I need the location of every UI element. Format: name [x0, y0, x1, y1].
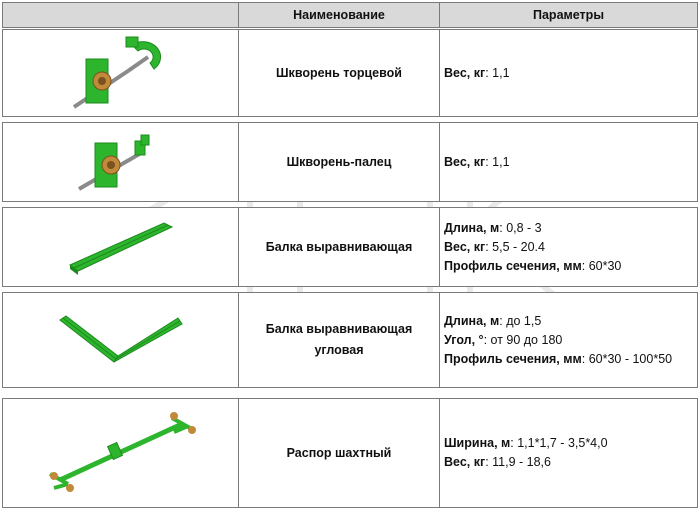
image-cell [2, 292, 239, 388]
param-line: Вес, кг: 11,9 - 18,6 [444, 455, 551, 469]
table-header [2, 2, 698, 28]
item-params-cell [439, 292, 698, 388]
item-name-cell [238, 29, 440, 117]
item-name-cell [238, 122, 440, 202]
param-line: Угол, °: от 90 до 180 [444, 332, 563, 347]
straight-beam-icon [66, 217, 176, 277]
image-cell [2, 29, 239, 117]
table-row [2, 398, 698, 508]
item-name-line: Шкворень-палец [286, 154, 392, 169]
item-name-line: Распор шахтный [286, 445, 392, 460]
end-kingpin-icon [66, 33, 176, 113]
table-row [2, 207, 698, 287]
image-cell [2, 398, 239, 508]
table-row [2, 122, 698, 202]
header-image-column [2, 2, 239, 28]
shaft-spacer-icon [46, 408, 196, 498]
table-row [2, 292, 698, 388]
param-line: Длина, м: до 1,5 [444, 313, 542, 328]
item-name-cell [238, 207, 440, 287]
param-line: Ширина, м: 1,1*1,7 - 3,5*4,0 [444, 436, 608, 450]
header-name-column: Наименование [238, 2, 440, 28]
item-name-cell [238, 292, 440, 388]
item-params-cell [439, 29, 698, 117]
item-params-cell [439, 122, 698, 202]
item-name-line: Балка выравнивающая [265, 239, 413, 254]
corner-beam-icon [56, 310, 186, 370]
table-row [2, 29, 698, 117]
item-name-line: Балка выравнивающая [265, 322, 413, 336]
param-line: Вес, кг: 1,1 [444, 65, 510, 80]
image-cell [2, 207, 239, 287]
item-params-cell [439, 398, 698, 508]
param-line: Профиль сечения, мм: 60*30 [444, 258, 622, 273]
param-line: Длина, м: 0,8 - 3 [444, 220, 542, 235]
param-line: Вес, кг: 1,1 [444, 154, 510, 169]
param-line: Вес, кг: 5,5 - 20.4 [444, 239, 545, 254]
param-line: Профиль сечения, мм: 60*30 - 100*50 [444, 351, 673, 366]
item-name-line: Шкворень торцевой [276, 65, 402, 80]
header-params-column: Параметры [439, 2, 698, 28]
item-name-line: угловая [314, 343, 364, 357]
item-params-cell [439, 207, 698, 287]
image-cell [2, 122, 239, 202]
item-name-cell [238, 398, 440, 508]
pin-kingpin-icon [71, 127, 171, 197]
